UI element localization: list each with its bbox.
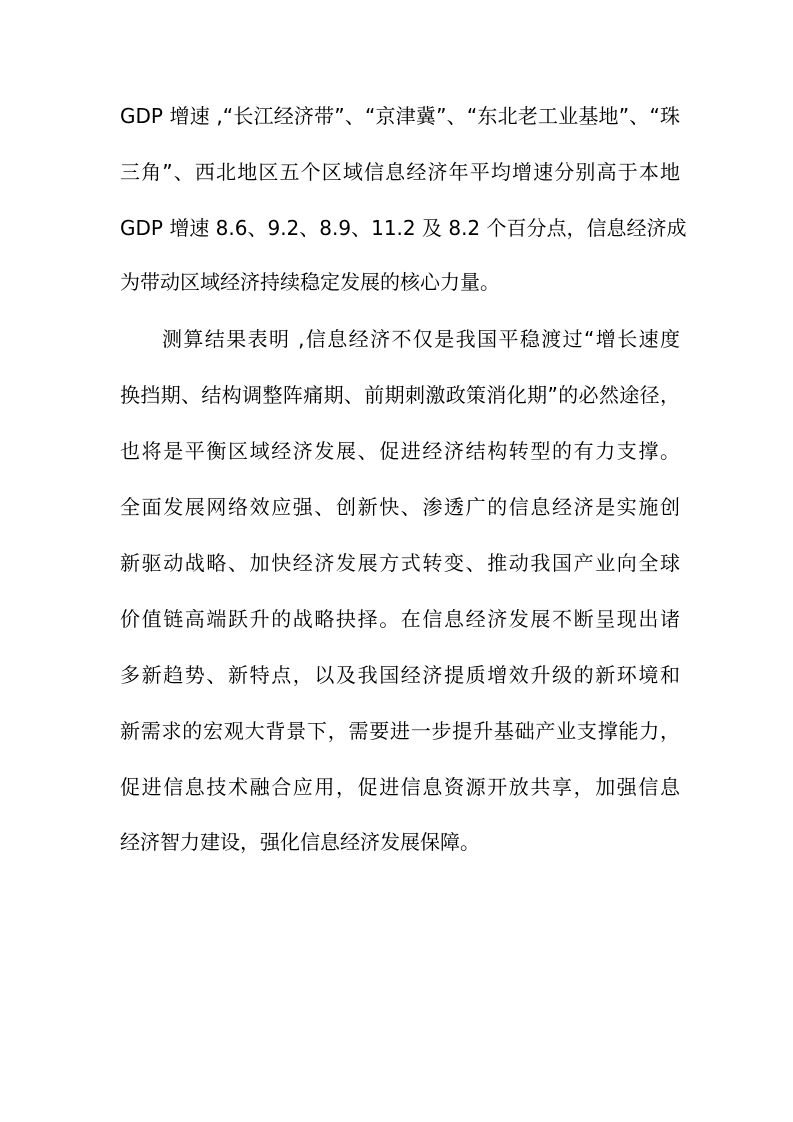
paragraph-2-line-1: 测算结果表明 ,信息经济不仅是我国平稳渡过“增长速度 [162, 327, 680, 351]
paragraph-2-line-7: 多新趋势、新特点，以及我国经济提质增效升级的新环境和 [120, 663, 680, 687]
paragraph-2-line-8: 新需求的宏观大背景下，需要进一步提升基础产业支撑能力， [120, 719, 680, 743]
paragraph-2-line-10: 经济智力建设，强化信息经济发展保障。 [120, 830, 480, 854]
paragraph-2-line-6: 价值链高端跃升的战略抉择。在信息经济发展不断呈现出诸 [120, 607, 680, 631]
paragraph-2-line-4: 全面发展网络效应强、创新快、渗透广的信息经济是实施创 [120, 495, 680, 519]
paragraph-2-line-9: 促进信息技术融合应用，促进信息资源开放共享，加强信息 [120, 775, 680, 799]
paragraph-2-line-2: 换挡期、结构调整阵痛期、前期刺激政策消化期”的必然途径， [120, 383, 680, 407]
paragraph-1-line-1: GDP 增速 ,“长江经济带”、“京津冀”、“东北老工业基地”、“珠 [120, 104, 680, 128]
paragraph-1-line-2: 三角”、西北地区五个区域信息经济年平均增速分别高于本地 [120, 160, 680, 184]
paragraph-2-line-5: 新驱动战略、加快经济发展方式转变、推动我国产业向全球 [120, 551, 680, 575]
paragraph-1-line-3: GDP 增速 8.6、9.2、8.9、11.2 及 8.2 个百分点，信息经济成 [120, 216, 687, 240]
paragraph-2-line-3: 也将是平衡区域经济发展、促进经济结构转型的有力支撑。 [120, 439, 680, 463]
paragraph-1-line-4: 为带动区域经济持续稳定发展的核心力量。 [120, 270, 500, 294]
